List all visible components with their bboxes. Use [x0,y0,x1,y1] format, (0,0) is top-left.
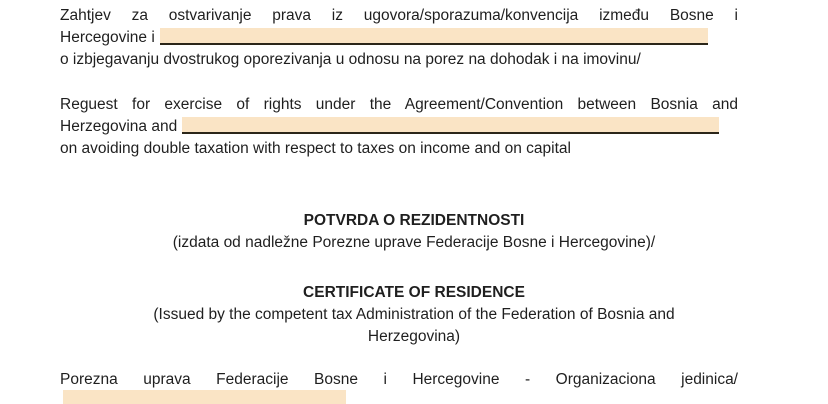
request-bosnian-line2 [60,27,738,49]
certificate-title-bosnian: POTVRDA O REZIDENTNOSTI [303,212,525,229]
organizational-unit-field[interactable] [63,390,346,404]
request-bosnian-line1: Zahtjev za ostvarivanje prava iz ugovora/sporazuma/konvencija između Bosne i [60,7,738,24]
country-name-field-bosnian[interactable] [160,28,708,45]
tax-office-line: Porezna uprava Federacije Bosne i Hercegovine - Organizaciona jedinica/ [60,371,738,388]
certificate-subtitle-bosnian: (izdata od nadležne Porezne uprave Federacije Bosne i Hercegovine)/ [172,234,656,251]
certificate-subtitle-english-line2: Herzegovina) [367,328,461,345]
certificate-subtitle-english-line1: (Issued by the competent tax Administration of the Federation of Bosnia and [153,306,675,323]
request-english-line2 [60,116,738,138]
certificate-title-english: CERTIFICATE OF RESIDENCE [303,284,525,301]
request-bosnian-line3: o izbjegavanju dvostrukog oporezivanja u odnosu na porez na dohodak i na imovinu/ [60,51,641,68]
request-english-line2-prefix: Herzegovina and [60,118,178,135]
request-bosnian-line2-prefix: Hercegovine i [60,29,155,46]
request-paragraph-english [60,94,738,160]
request-english-line3: on avoiding double taxation with respect to taxes on income and on capital [60,140,571,157]
tax-office-paragraph [60,369,738,391]
country-name-field-english[interactable] [182,117,719,134]
request-english-line1: Reguest for exercise of rights under the Agreement/Convention between Bosnia and [60,96,738,113]
request-paragraph-bosnian [60,5,738,71]
